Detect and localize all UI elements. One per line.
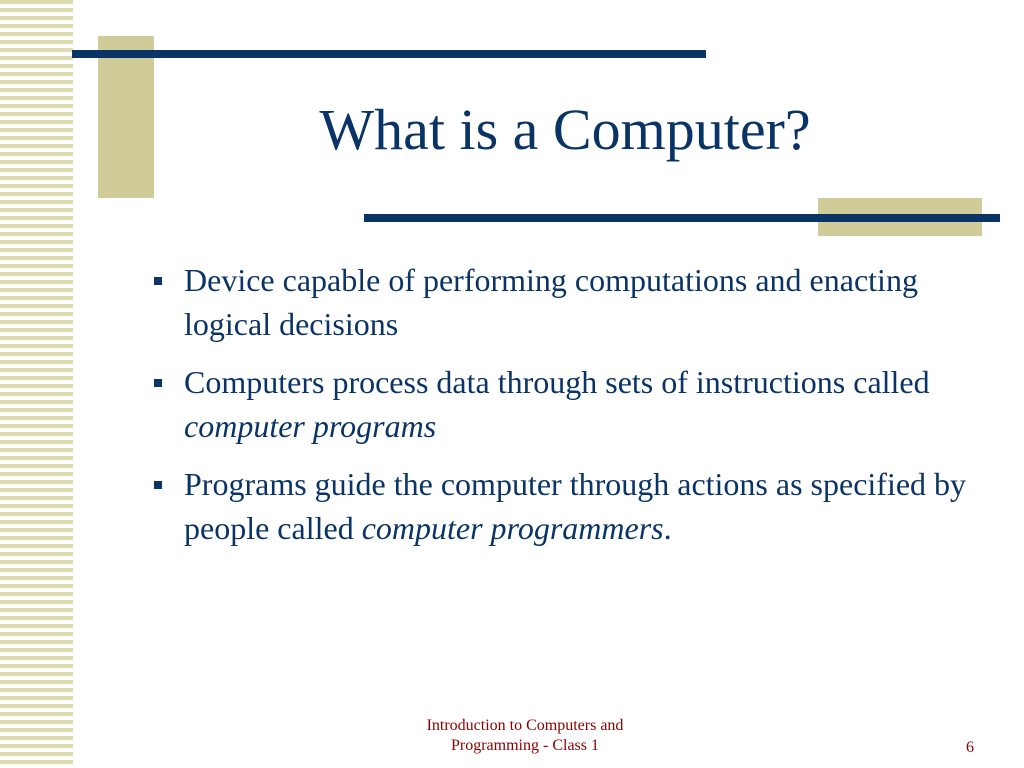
bullet-italic-text: computer programs — [184, 408, 437, 444]
slide-title: What is a Computer? — [319, 97, 811, 162]
bullet-item — [150, 360, 980, 448]
bullet-item — [150, 258, 980, 346]
decorative-line-top — [72, 50, 706, 58]
decorative-tan-block-left — [98, 36, 154, 198]
decorative-line-bottom — [364, 214, 1000, 222]
bullet-text: Device capable of performing computations and enacting logical decisions — [184, 262, 918, 342]
square-bullet-icon — [154, 481, 162, 489]
bullet-italic-text: computer programmers — [361, 510, 664, 546]
square-bullet-icon — [154, 277, 162, 285]
bullet-item — [150, 462, 980, 550]
footer-line-1: Introduction to Computers and — [426, 717, 624, 734]
bullet-list — [150, 258, 980, 564]
footer-line-2: Programming - Class 1 — [451, 737, 599, 754]
bullet-text: Computers process data through sets of instructions called — [184, 364, 930, 400]
page-number: 6 — [966, 739, 974, 756]
footer-course-title — [360, 716, 690, 756]
bullet-text: Programs guide the computer through actions as specified by people called — [184, 466, 967, 546]
decorative-stripes — [0, 0, 73, 768]
square-bullet-icon — [154, 379, 162, 387]
bullet-suffix-text: . — [663, 510, 672, 546]
